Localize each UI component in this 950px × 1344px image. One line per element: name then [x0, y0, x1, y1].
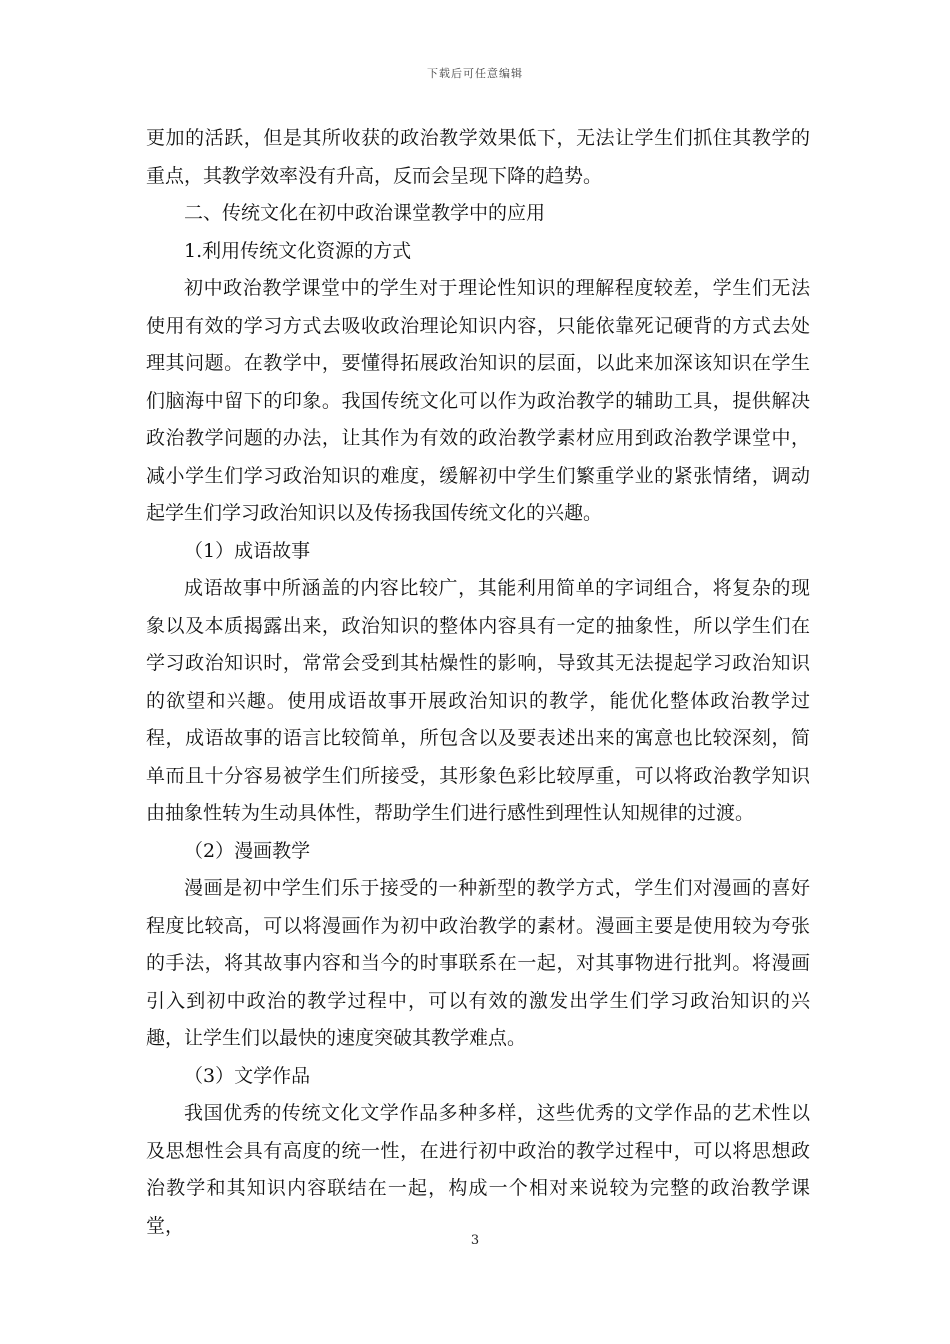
paragraph: 成语故事中所涵盖的内容比较广，其能利用简单的字词组合，将复杂的现象以及本质揭露出来，政治知识的整体内容具有一定的抽象性，所以学生们在学习政治知识时，常常会受到其枯燥性的影响，导致其无法提起学习政治知识的欲望和兴趣。使用成语故事开展政治知识的教学，能优化整体政治教学过程，成语故事的语言比较简单，所包含以及要表述出来的寓意也比较深刻，简单而且十分容易被学生们所接受，其形象色彩比较厚重，可以将政治教学知识由抽象性转为生动具体性，帮助学生们进行感性到理性认知规律的过渡。	[146, 577, 810, 824]
subsection-heading-idiom-stories: （1）成语故事	[184, 539, 311, 562]
paragraph-continuation: 更加的活跃，但是其所收获的政治教学效果低下，无法让学生们抓住其教学的重点，其教学效率没有升高，反而会呈现下降的趋势。	[146, 127, 810, 187]
paragraph: 我国优秀的传统文化文学作品多种多样，这些优秀的文学作品的艺术性以及思想性会具有高度的统一性，在进行初中政治的教学过程中，可以将思想政治教学和其知识内容联结在一起，构成一个相对来说较为完整的政治教学课堂，	[146, 1102, 810, 1237]
paragraph: 漫画是初中学生们乐于接受的一种新型的教学方式，学生们对漫画的喜好程度比较高，可以将漫画作为初中政治教学的素材。漫画主要是使用较为夸张的手法，将其故事内容和当今的时事联系在一起，对其事物进行批判。将漫画引入到初中政治的教学过程中，可以有效的激发出学生们学习政治知识的兴趣，让学生们以最快的速度突破其教学难点。	[146, 877, 810, 1049]
paragraph: 初中政治教学课堂中的学生对于理论性知识的理解程度较差，学生们无法使用有效的学习方式去吸收政治理论知识内容，只能依靠死记硬背的方式去处理其问题。在教学中，要懂得拓展政治知识的层面，以此来加深该知识在学生们脑海中留下的印象。我国传统文化可以作为政治教学的辅助工具，提供解决政治教学问题的办法，让其作为有效的政治教学素材应用到政治教学课堂中，减小学生们学习政治知识的难度，缓解初中学生们繁重学业的紧张情绪，调动起学生们学习政治知识以及传扬我国传统文化的兴趣。	[146, 277, 810, 524]
page-number: 3	[470, 1233, 480, 1248]
section-heading: 二、传统文化在初中政治课堂教学中的应用	[184, 202, 546, 224]
subsection-heading-comics: （2）漫画教学	[184, 839, 311, 862]
document-body	[146, 120, 810, 1245]
subsection-heading: 1.利用传统文化资源的方式	[184, 239, 412, 262]
page-header: 下载后可任意编辑	[427, 67, 523, 80]
subsection-heading-literature: （3）文学作品	[184, 1064, 311, 1087]
